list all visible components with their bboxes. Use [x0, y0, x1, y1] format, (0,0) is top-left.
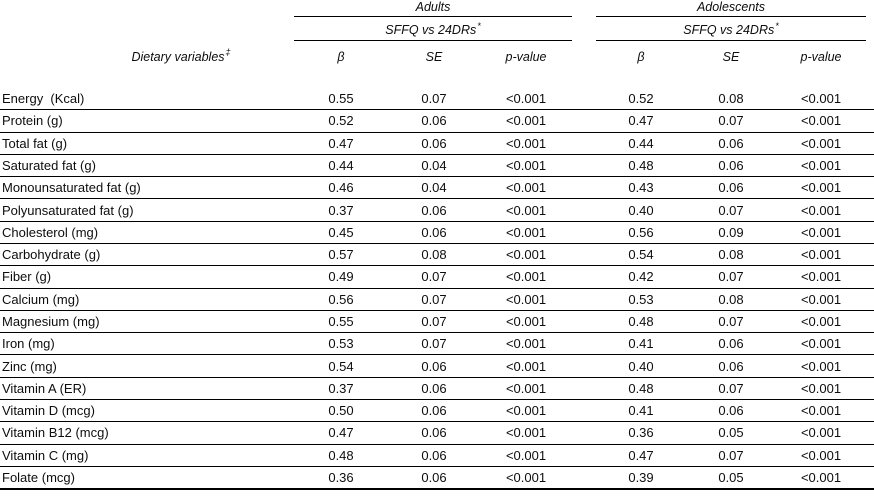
beta-cell-adolescents: 0.48 [628, 157, 654, 173]
se-cell-adults: 0.06 [421, 358, 447, 374]
se-cell-adults: 0.06 [421, 403, 447, 419]
row-label: Zinc (mg) [2, 358, 57, 374]
beta-cell-adults: 0.47 [328, 135, 354, 151]
beta-cell-adolescents: 0.40 [628, 358, 654, 374]
row-label: Protein (g) [2, 113, 63, 129]
group-gap [572, 0, 596, 17]
table-header-subtitles [0, 17, 874, 41]
pvalue-cell-adolescents: <0.001 [800, 469, 842, 485]
table-row [0, 155, 874, 177]
row-label: Vitamin A (ER) [2, 380, 87, 396]
se-cell-adolescents: 0.07 [718, 313, 744, 329]
pvalue-cell-adolescents: <0.001 [800, 358, 842, 374]
pvalue-cell-adults: <0.001 [505, 469, 547, 485]
se-cell-adolescents: 0.07 [718, 113, 744, 129]
beta-cell-adolescents: 0.47 [628, 113, 654, 129]
subheader-adults-text: SFFQ vs 24DRs [385, 23, 477, 37]
dietary-variables-text: Dietary variables [131, 49, 225, 64]
table-row [0, 133, 874, 155]
table-row [0, 289, 874, 311]
table-row [0, 222, 874, 244]
se-cell-adults: 0.06 [421, 202, 447, 218]
footnote-marker-double-dagger: ‡ [225, 47, 231, 58]
pvalue-cell-adults: <0.001 [505, 380, 547, 396]
beta-cell-adults: 0.52 [328, 113, 354, 129]
pvalue-cell-adults: <0.001 [505, 91, 547, 107]
column-header-dietary-variables [0, 41, 294, 66]
table-row [0, 110, 874, 132]
table-row [0, 199, 874, 221]
pvalue-cell-adults: <0.001 [505, 135, 547, 151]
se-cell-adults: 0.06 [421, 469, 447, 485]
beta-cell-adults: 0.49 [328, 269, 354, 285]
beta-cell-adolescents: 0.36 [628, 425, 654, 441]
se-cell-adolescents: 0.05 [718, 469, 744, 485]
beta-cell-adolescents: 0.44 [628, 135, 654, 151]
beta-cell-adolescents: 0.53 [628, 291, 654, 307]
group-title-adolescents: Adolescents [696, 0, 766, 14]
beta-cell-adults: 0.55 [328, 313, 354, 329]
header-empty-cell [0, 0, 294, 17]
pvalue-cell-adults: <0.001 [505, 224, 547, 240]
beta-cell-adolescents: 0.48 [628, 313, 654, 329]
column-header-pvalue-adolescents: p-value [800, 49, 842, 64]
se-cell-adolescents: 0.08 [718, 247, 744, 263]
pvalue-cell-adolescents: <0.001 [800, 91, 842, 107]
se-cell-adults: 0.07 [421, 91, 447, 107]
row-label: Vitamin D (mcg) [2, 403, 95, 419]
table-row [0, 333, 874, 355]
row-label: Fiber (g) [2, 269, 52, 285]
beta-cell-adolescents: 0.43 [628, 180, 654, 196]
pvalue-cell-adolescents: <0.001 [800, 135, 842, 151]
pvalue-cell-adults: <0.001 [505, 269, 547, 285]
beta-cell-adults: 0.50 [328, 403, 354, 419]
se-cell-adolescents: 0.05 [718, 425, 744, 441]
se-cell-adults: 0.04 [421, 157, 447, 173]
pvalue-cell-adolescents: <0.001 [800, 425, 842, 441]
pvalue-cell-adults: <0.001 [505, 247, 547, 263]
subheader-adults [294, 17, 572, 41]
subheader-adolescents [596, 17, 866, 41]
group-header-adolescents [596, 0, 866, 17]
row-label: Iron (mg) [2, 336, 55, 352]
row-label: Vitamin B12 (mcg) [2, 425, 109, 441]
beta-cell-adults: 0.56 [328, 291, 354, 307]
subheader-adults-label [385, 20, 481, 37]
se-cell-adults: 0.06 [421, 113, 447, 129]
beta-cell-adults: 0.46 [328, 180, 354, 196]
se-cell-adults: 0.06 [421, 135, 447, 151]
pvalue-cell-adults: <0.001 [505, 157, 547, 173]
se-cell-adolescents: 0.08 [718, 91, 744, 107]
pvalue-cell-adults: <0.001 [505, 403, 547, 419]
row-label: Cholesterol (mg) [2, 224, 99, 240]
pvalue-cell-adolescents: <0.001 [800, 291, 842, 307]
pvalue-cell-adolescents: <0.001 [800, 180, 842, 196]
row-label: Saturated fat (g) [2, 157, 96, 173]
se-cell-adolescents: 0.09 [718, 224, 744, 240]
beta-cell-adults: 0.44 [328, 157, 354, 173]
table-row [0, 378, 874, 400]
footnote-marker-asterisk: * [775, 20, 779, 31]
table-row [0, 422, 874, 444]
footnote-marker-asterisk: * [477, 20, 481, 31]
se-cell-adolescents: 0.06 [718, 157, 744, 173]
subheader-adolescents-text: SFFQ vs 24DRs [683, 23, 775, 37]
se-cell-adolescents: 0.06 [718, 336, 744, 352]
row-label: Monounsaturated fat (g) [2, 180, 141, 196]
se-cell-adults: 0.06 [421, 224, 447, 240]
pvalue-cell-adults: <0.001 [505, 313, 547, 329]
se-cell-adults: 0.07 [421, 336, 447, 352]
se-cell-adolescents: 0.06 [718, 135, 744, 151]
se-cell-adolescents: 0.07 [718, 447, 744, 463]
pvalue-cell-adolescents: <0.001 [800, 380, 842, 396]
table-body [0, 88, 874, 490]
pvalue-cell-adults: <0.001 [505, 336, 547, 352]
pvalue-cell-adolescents: <0.001 [800, 202, 842, 218]
table-row [0, 355, 874, 377]
row-label: Energy (Kcal) [2, 91, 85, 107]
dietary-variables-label [131, 47, 231, 64]
pvalue-cell-adults: <0.001 [505, 447, 547, 463]
beta-cell-adults: 0.36 [328, 469, 354, 485]
table-row [0, 445, 874, 467]
se-cell-adults: 0.08 [421, 247, 447, 263]
beta-cell-adults: 0.37 [328, 202, 354, 218]
column-header-beta-adults: β [337, 49, 345, 64]
beta-cell-adults: 0.45 [328, 224, 354, 240]
se-cell-adolescents: 0.06 [718, 358, 744, 374]
beta-cell-adolescents: 0.41 [628, 403, 654, 419]
table-row [0, 244, 874, 266]
beta-cell-adolescents: 0.56 [628, 224, 654, 240]
se-cell-adolescents: 0.07 [718, 202, 744, 218]
pvalue-cell-adults: <0.001 [505, 425, 547, 441]
beta-cell-adolescents: 0.47 [628, 447, 654, 463]
pvalue-cell-adolescents: <0.001 [800, 403, 842, 419]
se-cell-adults: 0.04 [421, 180, 447, 196]
pvalue-cell-adults: <0.001 [505, 291, 547, 307]
pvalue-cell-adults: <0.001 [505, 202, 547, 218]
beta-cell-adults: 0.57 [328, 247, 354, 263]
table-header-groups [0, 0, 874, 17]
beta-cell-adults: 0.55 [328, 91, 354, 107]
beta-cell-adolescents: 0.52 [628, 91, 654, 107]
group-gap [572, 17, 596, 41]
table-row [0, 88, 874, 110]
row-label: Vitamin C (mg) [2, 447, 89, 463]
beta-cell-adults: 0.54 [328, 358, 354, 374]
se-cell-adults: 0.07 [421, 291, 447, 307]
beta-cell-adolescents: 0.42 [628, 269, 654, 285]
beta-cell-adolescents: 0.54 [628, 247, 654, 263]
beta-cell-adolescents: 0.39 [628, 469, 654, 485]
column-header-se-adolescents: SE [722, 49, 740, 64]
se-cell-adults: 0.07 [421, 313, 447, 329]
pvalue-cell-adolescents: <0.001 [800, 269, 842, 285]
header-empty-cell [0, 17, 294, 41]
header-body-spacer [0, 66, 874, 88]
beta-cell-adults: 0.47 [328, 425, 354, 441]
beta-cell-adults: 0.37 [328, 380, 354, 396]
se-cell-adults: 0.06 [421, 380, 447, 396]
beta-cell-adolescents: 0.48 [628, 380, 654, 396]
pvalue-cell-adolescents: <0.001 [800, 157, 842, 173]
pvalue-cell-adolescents: <0.001 [800, 313, 842, 329]
pvalue-cell-adolescents: <0.001 [800, 113, 842, 129]
se-cell-adolescents: 0.08 [718, 291, 744, 307]
se-cell-adolescents: 0.07 [718, 269, 744, 285]
pvalue-cell-adolescents: <0.001 [800, 336, 842, 352]
pvalue-cell-adolescents: <0.001 [800, 247, 842, 263]
column-header-beta-adolescents: β [637, 49, 645, 64]
beta-cell-adults: 0.53 [328, 336, 354, 352]
se-cell-adolescents: 0.06 [718, 180, 744, 196]
se-cell-adolescents: 0.07 [718, 380, 744, 396]
pvalue-cell-adults: <0.001 [505, 113, 547, 129]
column-header-se-adults: SE [425, 49, 443, 64]
row-label: Calcium (mg) [2, 291, 80, 307]
se-cell-adults: 0.06 [421, 425, 447, 441]
subheader-adolescents-label [683, 20, 779, 37]
column-header-pvalue-adults: p-value [505, 49, 547, 64]
se-cell-adults: 0.06 [421, 447, 447, 463]
pvalue-cell-adults: <0.001 [505, 180, 547, 196]
group-title-adults: Adults [415, 0, 451, 14]
table-row [0, 311, 874, 333]
pvalue-cell-adolescents: <0.001 [800, 224, 842, 240]
table-header-columns [0, 41, 874, 66]
table-row [0, 266, 874, 288]
row-label: Magnesium (mg) [2, 313, 100, 329]
table-row [0, 467, 874, 490]
pvalue-cell-adolescents: <0.001 [800, 447, 842, 463]
beta-cell-adolescents: 0.41 [628, 336, 654, 352]
row-label: Total fat (g) [2, 135, 68, 151]
row-label: Carbohydrate (g) [2, 247, 101, 263]
table-row [0, 400, 874, 422]
se-cell-adolescents: 0.06 [718, 403, 744, 419]
group-gap [572, 41, 596, 66]
row-label: Polyunsaturated fat (g) [2, 202, 134, 218]
row-label: Folate (mcg) [2, 469, 75, 485]
group-header-adults [294, 0, 572, 17]
pvalue-cell-adults: <0.001 [505, 358, 547, 374]
table-row [0, 177, 874, 199]
se-cell-adults: 0.07 [421, 269, 447, 285]
beta-cell-adolescents: 0.40 [628, 202, 654, 218]
beta-cell-adults: 0.48 [328, 447, 354, 463]
